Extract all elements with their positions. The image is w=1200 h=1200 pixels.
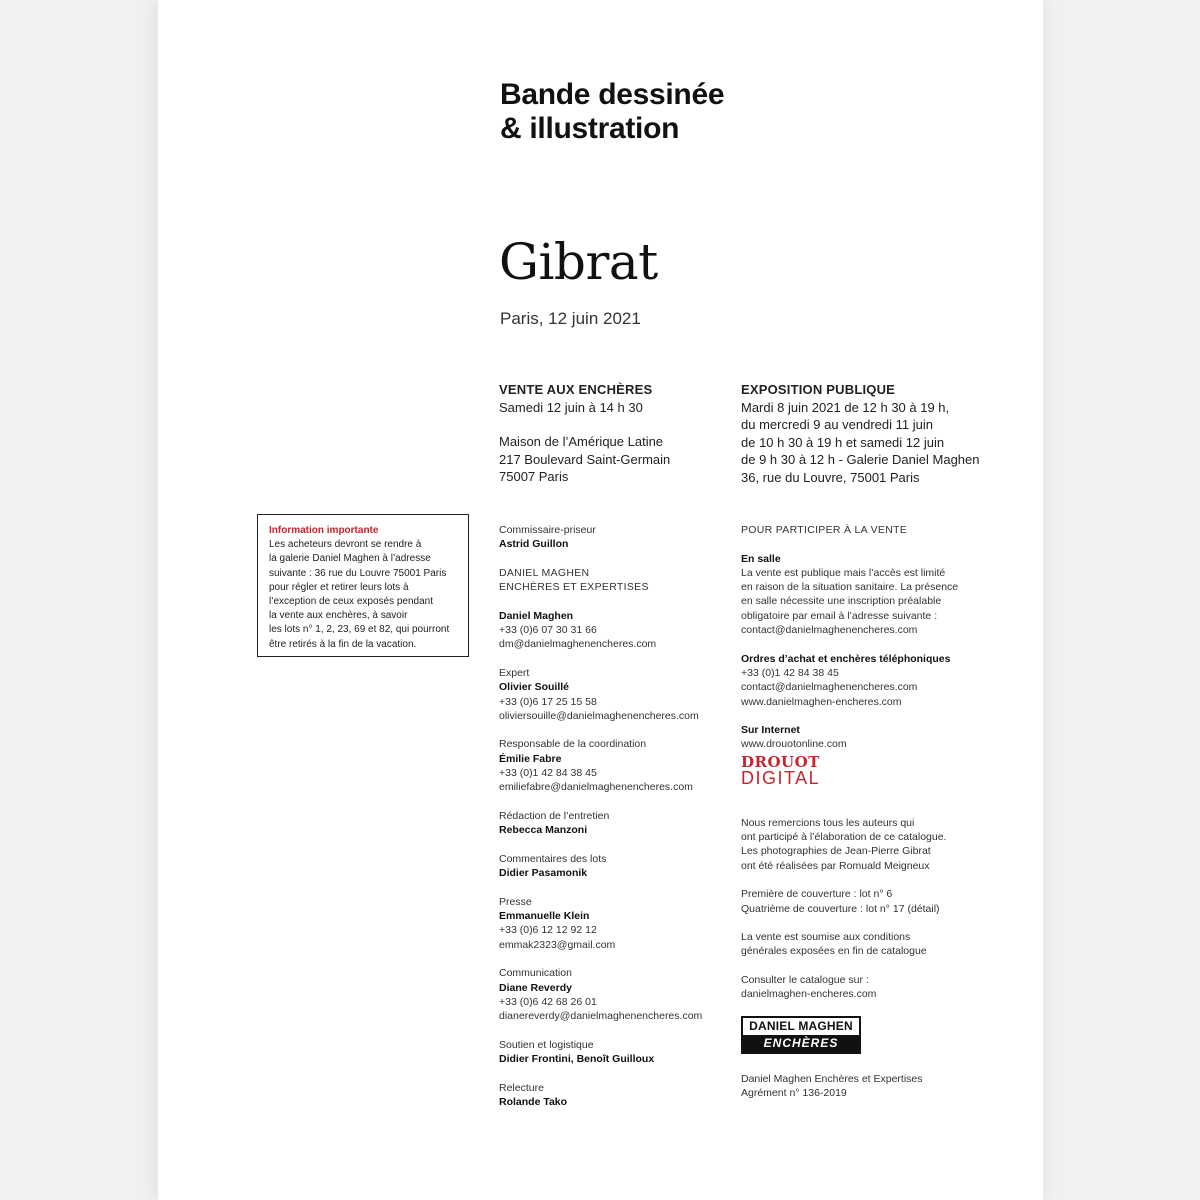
credit-auctioneer bbox=[499, 523, 729, 552]
footer-line: Daniel Maghen Enchères et Expertises bbox=[741, 1072, 923, 1085]
sale-heading: VENTE AUX ENCHÈRES bbox=[499, 382, 653, 397]
credit-label: Rédaction de l’entretien bbox=[499, 809, 610, 822]
drouot-digital-logo bbox=[741, 754, 1011, 786]
credit-comments bbox=[499, 852, 729, 881]
credit-name: Daniel Maghen bbox=[499, 609, 574, 622]
exhibition-line: de 9 h 30 à 12 h - Galerie Daniel Maghen bbox=[741, 452, 980, 467]
credit-label: Responsable de la coordination bbox=[499, 738, 647, 751]
footer-line: Agrément n° 136-2019 bbox=[741, 1087, 847, 1100]
catalogue-line: Consulter le catalogue sur : bbox=[741, 974, 869, 987]
exhibition-heading: EXPOSITION PUBLIQUE bbox=[741, 382, 896, 397]
in-room-line: en raison de la situation sanitaire. La présence bbox=[741, 581, 959, 594]
participate-column bbox=[741, 523, 1011, 1101]
credit-name: Didier Pasamonik bbox=[499, 867, 588, 880]
catalogue-block bbox=[741, 973, 1011, 1002]
credit-label: Commissaire-priseur bbox=[499, 524, 596, 536]
catalogue-link: danielmaghen-encheres.com bbox=[741, 988, 877, 1001]
credit-expert bbox=[499, 666, 729, 723]
credit-email: dm@danielmaghenencheres.com bbox=[499, 638, 657, 651]
credit-email: emmak2323@gmail.com bbox=[499, 938, 616, 951]
exhibition-line: du mercredi 9 au vendredi 11 juin bbox=[741, 417, 933, 432]
in-room-line: obligatoire par email à l’adresse suivante : bbox=[741, 609, 938, 622]
credit-communication bbox=[499, 966, 729, 1023]
credits-column bbox=[499, 523, 729, 1123]
in-room-block bbox=[741, 552, 1011, 638]
thanks-block bbox=[741, 816, 1011, 873]
logo-top-text: DANIEL MAGHEN bbox=[749, 1018, 853, 1033]
info-box-line: être retirés à la fin de la vacation. bbox=[269, 638, 417, 650]
sale-time: Samedi 12 juin à 14 h 30 bbox=[499, 399, 643, 415]
credit-label: Relecture bbox=[499, 1081, 544, 1094]
credit-proofreading bbox=[499, 1081, 729, 1110]
credit-label: Commentaires des lots bbox=[499, 852, 607, 865]
venue-line: Maison de l’Amérique Latine bbox=[499, 434, 664, 449]
cover-line: Quatrième de couverture : lot n° 17 (détail) bbox=[741, 902, 940, 915]
internet-label: Sur Internet bbox=[741, 724, 800, 737]
info-box-line: l’exception de ceux exposés pendant bbox=[269, 596, 434, 608]
footer-block bbox=[741, 1072, 1011, 1101]
internet-url: www.drouotonline.com bbox=[741, 738, 847, 751]
credit-press bbox=[499, 895, 729, 952]
exhibition-info bbox=[741, 381, 1011, 486]
drouot-logo-word: DROUOT bbox=[741, 752, 820, 771]
credit-phone: +33 (0)6 42 68 26 01 bbox=[499, 995, 597, 1008]
info-box-line: Les acheteurs devront se rendre à bbox=[269, 539, 422, 551]
in-room-line: en salle nécessite une inscription préalable bbox=[741, 595, 942, 608]
exhibition-line: de 10 h 30 à 19 h et samedi 12 juin bbox=[741, 434, 945, 450]
venue-line: 75007 Paris bbox=[499, 469, 569, 484]
credit-label: Communication bbox=[499, 967, 572, 980]
in-room-line: contact@danielmaghenencheres.com bbox=[741, 624, 918, 637]
info-box-line: pour régler et retirer leurs lots à bbox=[269, 581, 409, 593]
credit-label: Soutien et logistique bbox=[499, 1038, 594, 1051]
info-box-line: la galerie Daniel Maghen à l’adresse bbox=[269, 553, 431, 565]
section-title-line: & illustration bbox=[500, 112, 680, 145]
exhibition-line: Mardi 8 juin 2021 de 12 h 30 à 19 h, bbox=[741, 399, 950, 415]
artist-title: Gibrat bbox=[499, 233, 658, 291]
sale-date: Paris, 12 juin 2021 bbox=[500, 309, 641, 328]
daniel-maghen-logo bbox=[741, 1016, 861, 1054]
info-box-line: les lots n° 1, 2, 23, 69 et 82, qui pourront bbox=[269, 624, 450, 636]
in-room-label: En salle bbox=[741, 552, 781, 565]
conditions-line: générales exposées en fin de catalogue bbox=[741, 945, 927, 958]
digital-logo-word: DIGITAL bbox=[741, 767, 821, 788]
orders-line: contact@danielmaghenencheres.com bbox=[741, 681, 918, 694]
credit-name: Olivier Souillé bbox=[499, 681, 570, 694]
credit-phone: +33 (0)1 42 84 38 45 bbox=[499, 767, 597, 780]
credit-logistics bbox=[499, 1038, 729, 1067]
in-room-line: La vente est publique mais l’accès est limité bbox=[741, 566, 946, 579]
thanks-line: ont été réalisées par Romuald Meigneux bbox=[741, 859, 930, 872]
thanks-line: Les photographies de Jean-Pierre Gibrat bbox=[741, 845, 931, 858]
house-line: DANIEL MAGHEN bbox=[499, 566, 590, 579]
conditions-block bbox=[741, 930, 1011, 959]
participate-heading: POUR PARTICIPER À LA VENTE bbox=[741, 524, 908, 536]
section-title bbox=[500, 78, 724, 146]
credit-name: Émilie Fabre bbox=[499, 752, 562, 765]
orders-block bbox=[741, 652, 1011, 709]
credit-label: Expert bbox=[499, 666, 530, 679]
orders-line: +33 (0)1 42 84 38 45 bbox=[741, 666, 839, 679]
conditions-line: La vente est soumise aux conditions bbox=[741, 931, 911, 944]
orders-line: www.danielmaghen-encheres.com bbox=[741, 695, 902, 708]
thanks-line: ont participé à l’élaboration de ce catalogue. bbox=[741, 831, 947, 844]
logo-bottom-text: ENCHÈRES bbox=[743, 1035, 859, 1052]
credit-phone: +33 (0)6 07 30 31 66 bbox=[499, 624, 597, 637]
credit-name: Rolande Tako bbox=[499, 1095, 568, 1108]
credit-name: Diane Reverdy bbox=[499, 981, 572, 994]
section-title-line: Bande dessinée bbox=[500, 78, 725, 111]
credit-name: Rebecca Manzoni bbox=[499, 824, 588, 837]
important-info-box bbox=[257, 514, 469, 657]
credit-name: Emmanuelle Klein bbox=[499, 910, 590, 923]
exhibition-line: 36, rue du Louvre, 75001 Paris bbox=[741, 469, 920, 485]
internet-block bbox=[741, 723, 1011, 752]
credit-interview bbox=[499, 809, 729, 838]
credit-email: dianereverdy@danielmaghenencheres.com bbox=[499, 1010, 703, 1023]
credit-name: Didier Frontini, Benoît Guilloux bbox=[499, 1052, 655, 1065]
venue-line: 217 Boulevard Saint-Germain bbox=[499, 451, 671, 467]
orders-label: Ordres d’achat et enchères téléphoniques bbox=[741, 652, 951, 665]
thanks-line: Nous remercions tous les auteurs qui bbox=[741, 816, 915, 829]
credit-coordination bbox=[499, 737, 729, 794]
credit-label: Presse bbox=[499, 895, 532, 908]
credit-phone: +33 (0)6 12 12 92 12 bbox=[499, 924, 597, 937]
credit-email: emiliefabre@danielmaghenencheres.com bbox=[499, 781, 693, 794]
sale-info bbox=[499, 381, 729, 486]
house-line: ENCHÈRES ET EXPERTISES bbox=[499, 581, 649, 594]
cover-line: Première de couverture : lot n° 6 bbox=[741, 888, 893, 901]
info-box-title: Information importante bbox=[269, 525, 379, 536]
credit-phone: +33 (0)6 17 25 15 58 bbox=[499, 695, 597, 708]
credit-house bbox=[499, 566, 729, 595]
info-box-line: suivante : 36 rue du Louvre 75001 Paris bbox=[269, 567, 447, 579]
info-box-line: la vente aux enchères, à savoir bbox=[269, 610, 408, 622]
credit-name: Astrid Guillon bbox=[499, 538, 569, 551]
credit-email: oliviersouille@danielmaghenencheres.com bbox=[499, 709, 699, 722]
cover-block bbox=[741, 887, 1011, 916]
credit-daniel-maghen bbox=[499, 609, 729, 652]
